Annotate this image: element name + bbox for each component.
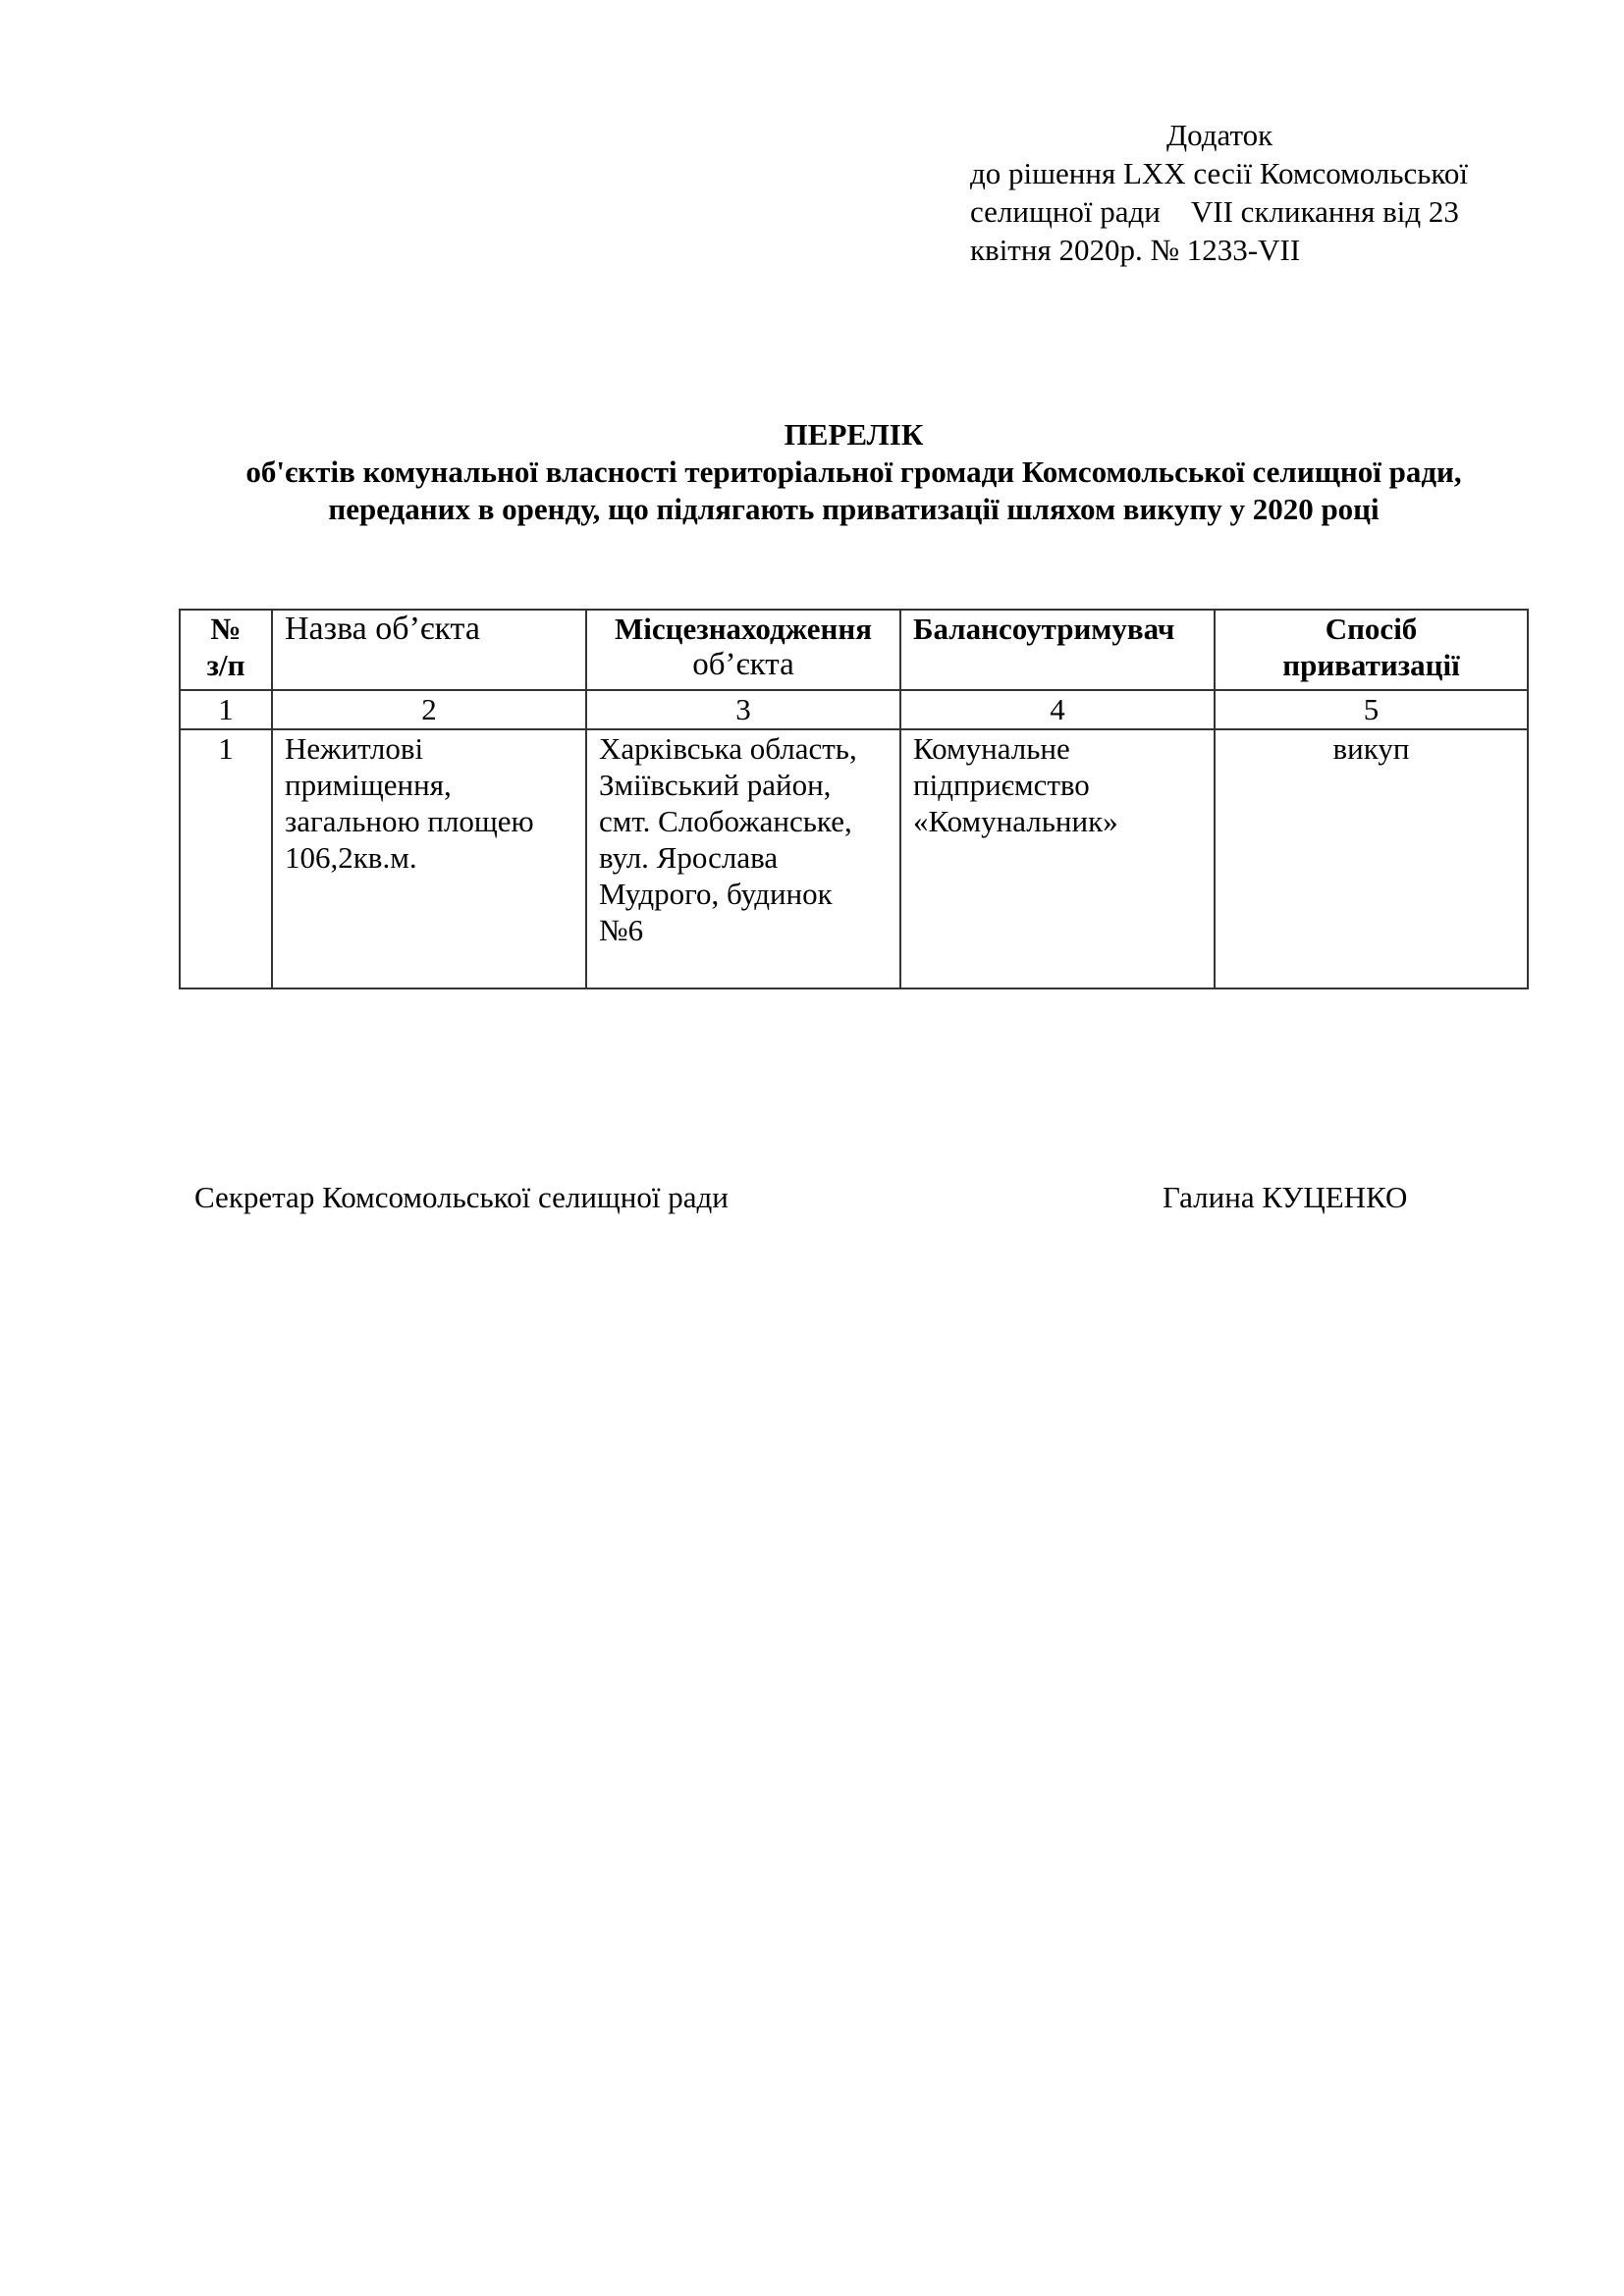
appendix-council-line: селищної ради VII скликання від 23 — [970, 194, 1459, 229]
holder-line: підприємство — [913, 768, 1090, 802]
location-line: Мудрого, будинок — [599, 877, 833, 911]
column-number: 2 — [272, 690, 586, 729]
appendix-title: Додаток — [1166, 118, 1273, 152]
column-number: 3 — [586, 690, 900, 729]
object-name-line: приміщення, — [285, 768, 452, 802]
header-location-line-2: об’єкта — [692, 647, 794, 682]
row-object-name — [272, 729, 586, 988]
header-number-line-1: № — [210, 612, 242, 646]
row-balance-holder — [900, 729, 1215, 988]
appendix-date-line: квітня 2020р. № 1233-VII — [970, 233, 1301, 267]
header-number — [180, 610, 272, 690]
row-privatization-method: викуп — [1215, 729, 1528, 988]
header-privatization-method — [1215, 610, 1528, 690]
document-subtitle-line-2: переданих в оренду, що підлягають приватизації шляхом викупу у 2020 році — [328, 492, 1380, 526]
row-location — [586, 729, 900, 988]
location-line: смт. Слобожанське, — [599, 804, 852, 838]
holder-line: Комунальне — [913, 731, 1070, 766]
document-title: ПЕРЕЛІК — [784, 417, 924, 452]
location-line: №6 — [599, 913, 644, 947]
location-line: вул. Ярослава — [599, 840, 779, 875]
column-number: 1 — [180, 690, 272, 729]
document-subtitle-line-1: об'єктів комунальної власності територіальної громади Комсомольської селищної ради, — [245, 454, 1462, 489]
header-location — [586, 610, 900, 690]
header-number-line-2: з/п — [206, 648, 245, 682]
appendix-decision-line: до рішення LXX сесії Комсомольської — [970, 156, 1468, 190]
column-number: 4 — [900, 690, 1215, 729]
objects-table — [179, 609, 1529, 989]
header-method-line-2: приватизації — [1282, 648, 1460, 682]
object-name-line: Нежитлові — [285, 731, 424, 766]
object-name-line: загальною площею — [285, 804, 534, 838]
holder-line: «Комунальник» — [913, 804, 1118, 838]
table-row — [180, 729, 1528, 988]
table-header-row — [180, 610, 1528, 690]
header-balance-holder: Балансоутримувач — [900, 610, 1215, 690]
location-line: Зміївський район, — [599, 768, 832, 802]
column-numbers-row — [180, 690, 1528, 729]
header-location-line-1: Місцезнаходження — [614, 612, 872, 646]
column-number: 5 — [1215, 690, 1528, 729]
object-name-line: 106,2кв.м. — [285, 840, 417, 875]
signatory-position: Секретар Комсомольської селищної ради — [194, 1180, 729, 1214]
row-number: 1 — [180, 729, 272, 988]
header-method-line-1: Спосіб — [1325, 612, 1418, 646]
header-object-name: Назва об’єкта — [272, 610, 586, 690]
document-heading — [0, 416, 1624, 528]
signatory-name: Галина КУЦЕНКО — [1163, 1180, 1408, 1214]
location-line: Харківська область, — [599, 731, 857, 766]
appendix-note — [970, 116, 1559, 269]
